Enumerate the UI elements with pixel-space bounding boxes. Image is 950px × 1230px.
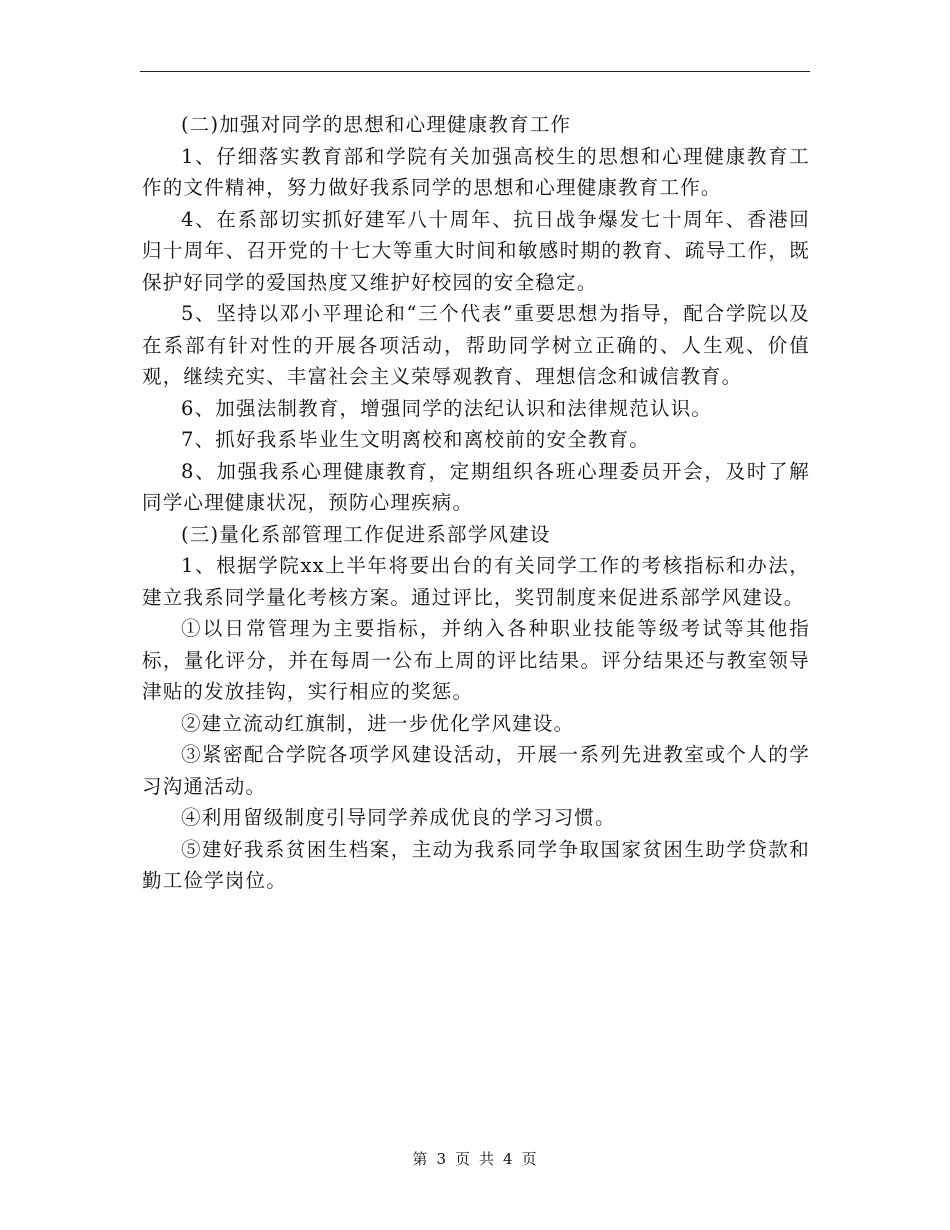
section-heading-2: (二)加强对同学的思想和心理健康教育工作 (181, 113, 572, 136)
paragraph: 4、在系部切实抓好建军八十周年、抗日战争爆发七十周年、香港回归十周年、召开党的十七大等重大时间和敏感时期的教育、疏导工作，既保护好同学的爱国热度又维护好校园的安全稳定。 (142, 207, 810, 294)
paragraph: ②建立流动红旗制，进一步优化学风建设。 (181, 711, 575, 735)
paragraph: ①以日常管理为主要指标，并纳入各种职业技能等级考试等其他指标，量化评分，并在每周一公布上周的评比结果。评分结果还与教室领导津贴的发放挂钩，实行相应的奖惩。 (142, 617, 810, 703)
paragraph: ④利用留级制度引导同学养成优良的学习习惯。 (181, 806, 616, 829)
section-heading-3: (三)量化系部管理工作促进系部学风建设 (181, 522, 551, 546)
header-rule (140, 71, 810, 72)
body-text (142, 109, 810, 897)
page-footer (0, 1148, 950, 1169)
footer-total-word: 共 (479, 1150, 496, 1168)
paragraph: 8、加强我系心理健康教育，定期组织各班心理委员开会，及时了解同学心理健康状况，预防心理疾病。 (142, 459, 810, 514)
paragraph: 1、仔细落实教育部和学院有关加强高校生的思想和心理健康教育工作的文件精神，努力做好我系同学的思想和心理健康教育工作。 (142, 144, 810, 199)
footer-page-word: 页 (454, 1150, 471, 1168)
footer-total-pages: 4 (503, 1150, 514, 1168)
footer-suffix: 页 (521, 1150, 538, 1168)
paragraph: 1、根据学院xx上半年将要出台的有关同学工作的考核指标和办法，建立我系同学量化考核方案。通过评比，奖罚制度来促进系部学风建设。 (142, 554, 810, 609)
footer-prefix: 第 (412, 1150, 429, 1168)
paragraph: 6、加强法制教育，增强同学的法纪认识和法律规范认识。 (181, 396, 713, 420)
paragraph: ⑤建好我系贫困生档案，主动为我系同学争取国家贫困生助学贷款和勤工俭学岗位。 (142, 837, 810, 892)
paragraph: 7、抓好我系毕业生文明离校和离校前的安全教育。 (181, 428, 651, 451)
paragraph: 5、坚持以邓小平理论和“三个代表”重要思想为指导，配合学院以及在系部有针对性的开展各项活动，帮助同学树立正确的、人生观、价值观，继续充实、丰富社会主义荣辱观教育、理想信念和诚信教育。 (142, 302, 810, 388)
footer-current-page: 3 (436, 1150, 447, 1168)
paragraph: ③紧密配合学院各项学风建设活动，开展一系列先进教室或个人的学习沟通活动。 (142, 743, 810, 798)
